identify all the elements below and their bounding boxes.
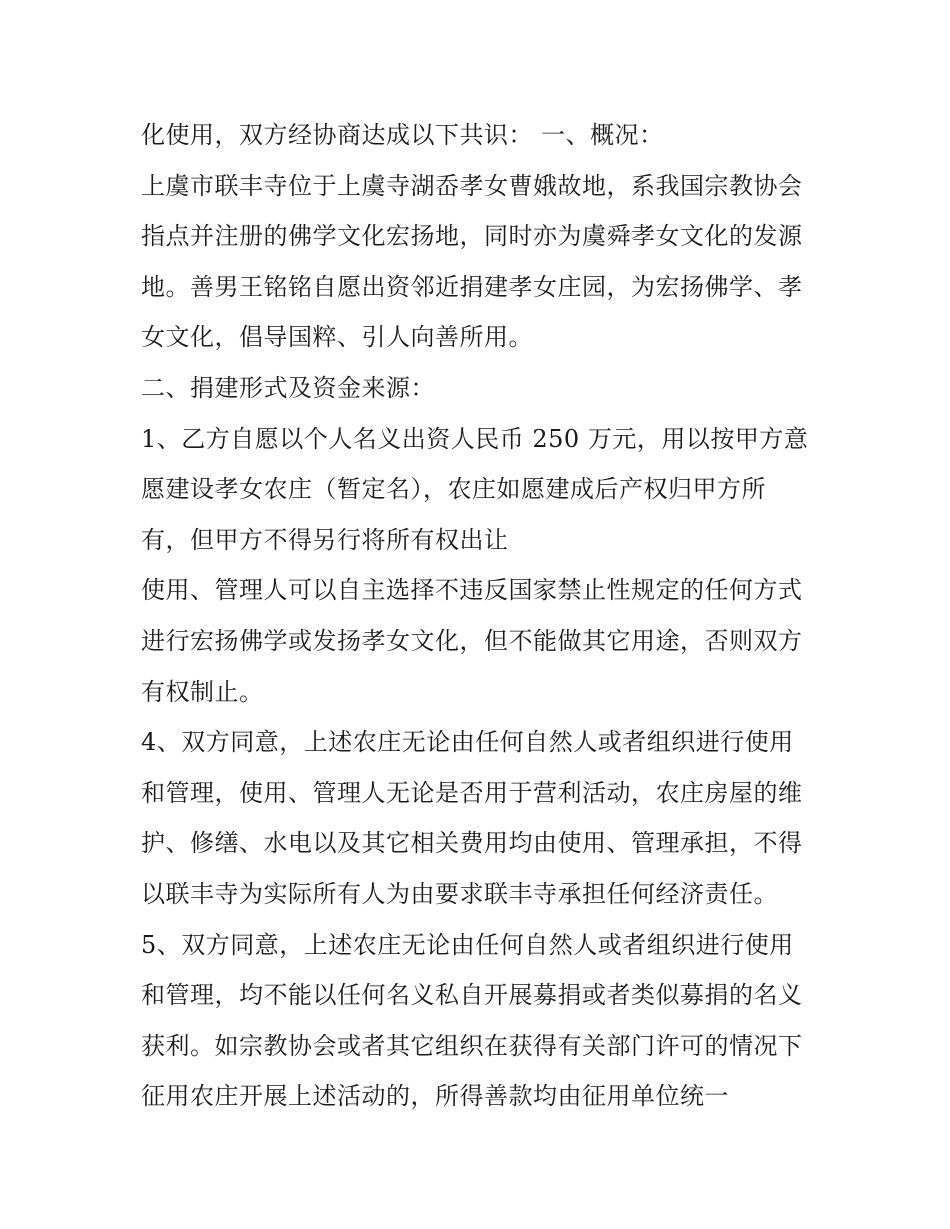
text-line: 化使用，双方经协商达成以下共识： 一、概况： (141, 121, 664, 149)
text-line: 指点并注册的佛学文化宏扬地，同时亦为虞舜孝女文化的发源 (141, 222, 803, 251)
text-line: 使用、管理人可以自主选择不违反国家禁止性规定的任何方式 (141, 576, 803, 605)
text-line: 征用农庄开展上述活动的，所得善款均由征用单位统一 (141, 1082, 729, 1111)
text-line: 和管理，均不能以任何名义私自开展募捐或者类似募捐的名义 (141, 981, 803, 1010)
text-line: 愿建设孝女农庄（暂定名），农庄如愿建成后产权归甲方所 (141, 475, 766, 504)
text-line: 5、双方同意，上述农庄无论由任何自然人或者组织进行使用 (141, 930, 794, 959)
text-line: 4、双方同意，上述农庄无论由任何自然人或者组织进行使用 (141, 728, 794, 757)
text-line: 有，但甲方不得另行将所有权出让 (141, 525, 509, 554)
text-line: 进行宏扬佛学或发扬孝女文化，但不能做其它用途，否则双方 (141, 626, 803, 655)
text-line: 女文化，倡导国粹、引人向善所用。 (141, 323, 533, 352)
text-line: 以联丰寺为实际所有人为由要求联丰寺承担任何经济责任。 (141, 879, 778, 908)
text-line: 地。善男王铭铭自愿出资邻近捐建孝女庄园，为宏扬佛学、孝 (141, 272, 803, 301)
document-body (141, 110, 831, 1122)
text-line: 1、乙方自愿以个人名义出资人民币 250 万元，用以按甲方意 (141, 424, 809, 453)
text-line: 上虞市联丰寺位于上虞寺湖岙孝女曹娥故地，系我国宗教协会 (141, 171, 803, 200)
section-heading: 二、捐建形式及资金来源： (141, 373, 435, 402)
text-line: 获利。如宗教协会或者其它组织在获得有关部门许可的情况下 (141, 1031, 803, 1060)
text-line: 和管理，使用、管理人无论是否用于营利活动，农庄房屋的维 (141, 778, 803, 807)
text-line: 有权制止。 (141, 677, 264, 706)
text-line: 护、修缮、水电以及其它相关费用均由使用、管理承担，不得 (141, 829, 803, 858)
